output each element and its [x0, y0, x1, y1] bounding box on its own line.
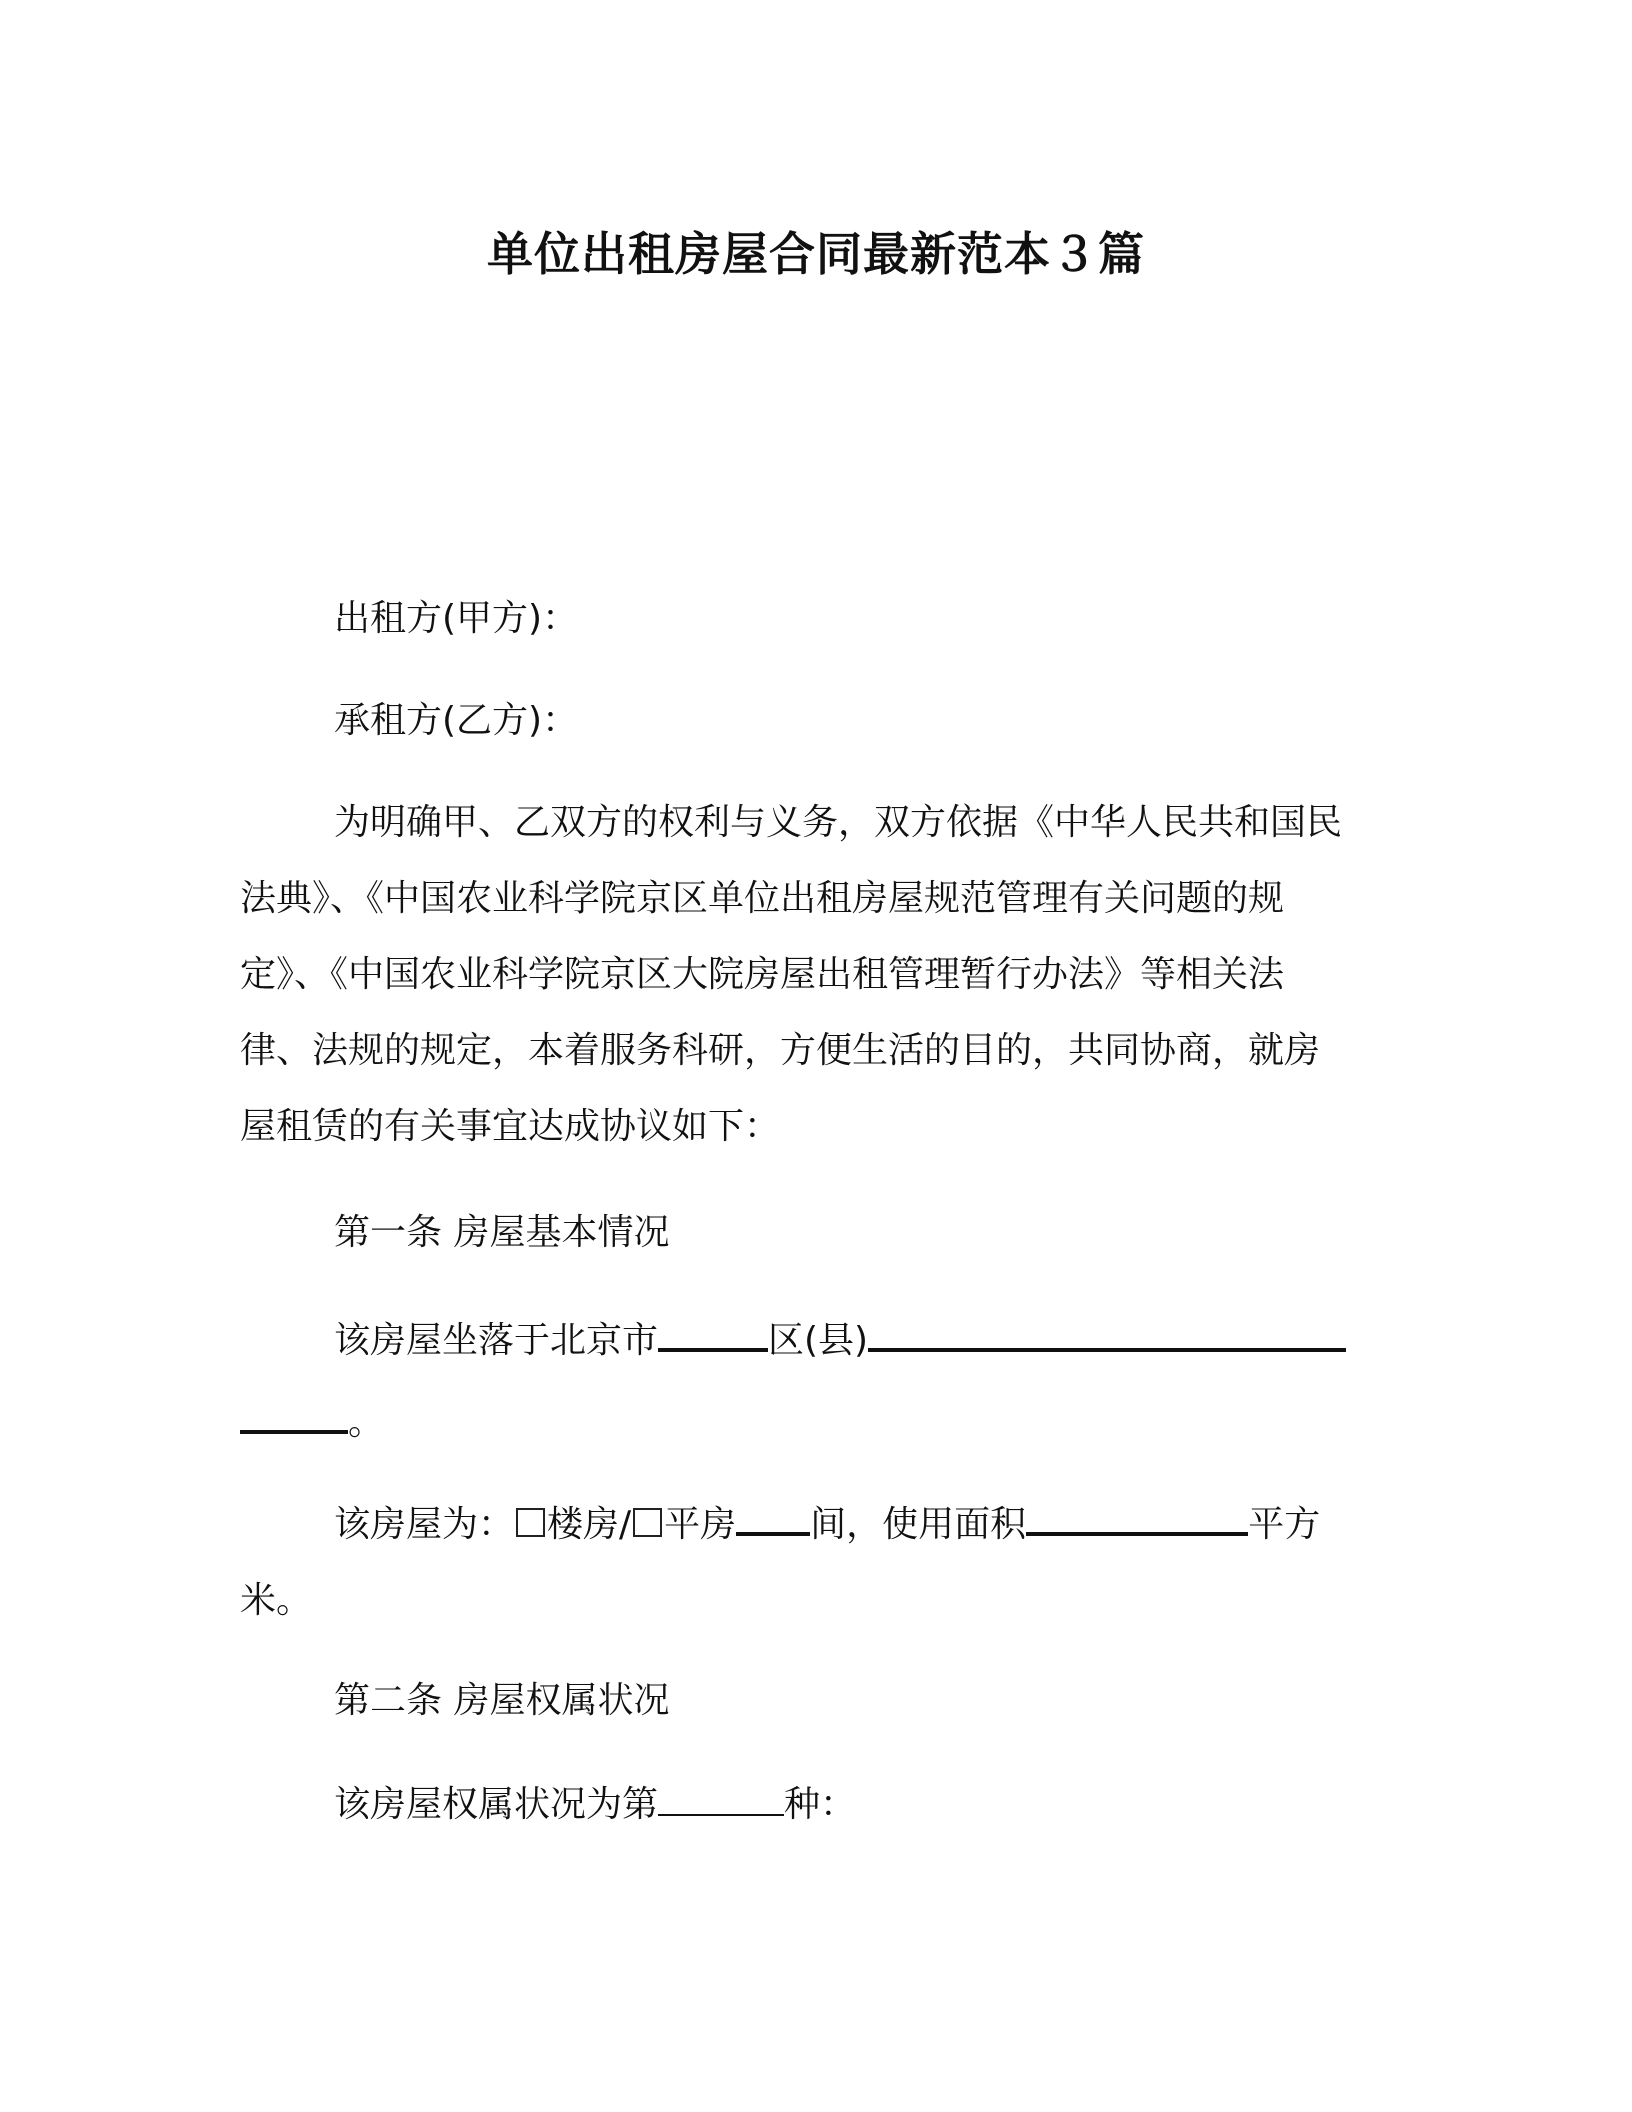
ownership-type-blank [658, 1780, 784, 1816]
document-title: 单位出租房屋合同最新范本３篇 [487, 227, 1145, 281]
area-unit-continued: 米。 [240, 1580, 313, 1621]
area-blank [1026, 1498, 1248, 1536]
location-end: 。 [348, 1402, 385, 1443]
article-1-heading: 第一条 房屋基本情况 [334, 1212, 670, 1253]
address-blank [868, 1314, 1346, 1352]
building-option-label: 楼房/ [547, 1504, 632, 1545]
house-type-prefix: 该房屋为： [334, 1504, 515, 1545]
location-prefix: 该房屋坐落于北京市 [334, 1320, 659, 1361]
district-label: 区(县) [768, 1320, 869, 1361]
address-blank-continued [240, 1396, 348, 1434]
ownership-prefix: 该房屋权属状况为第 [334, 1784, 659, 1825]
district-blank [658, 1314, 768, 1352]
ownership-line [334, 1780, 856, 1830]
intro-line-5: 屋租赁的有关事宜达成协议如下： [240, 1106, 781, 1147]
lessee-line: 承租方(乙方)： [334, 700, 579, 741]
intro-line-2: 法典》、《中国农业科学院京区单位出租房屋规范管理有关问题的规 [240, 878, 1285, 919]
location-line-continued [240, 1396, 384, 1448]
location-line [334, 1314, 1346, 1366]
intro-line-1: 为明确甲、乙双方的权利与义务，双方依据《中华人民共和国民 [334, 802, 1343, 843]
rooms-blank [736, 1498, 810, 1536]
lessor-line: 出租方(甲方)： [334, 598, 579, 639]
building-checkbox [516, 1508, 545, 1537]
intro-line-3: 定》、《中国农业科学院京区大院房屋出租管理暂行办法》等相关法 [240, 954, 1285, 995]
bungalow-checkbox [633, 1508, 662, 1537]
ownership-suffix: 种： [784, 1784, 857, 1825]
article-2-heading: 第二条 房屋权属状况 [334, 1680, 670, 1721]
rooms-label: 间，使用面积 [810, 1504, 1027, 1545]
intro-line-4: 律、法规的规定，本着服务科研，方便生活的目的，共同协商，就房 [240, 1030, 1321, 1071]
house-type-line [334, 1498, 1320, 1550]
area-unit-label: 平方 [1248, 1504, 1321, 1545]
bungalow-option-label: 平房 [664, 1504, 737, 1545]
